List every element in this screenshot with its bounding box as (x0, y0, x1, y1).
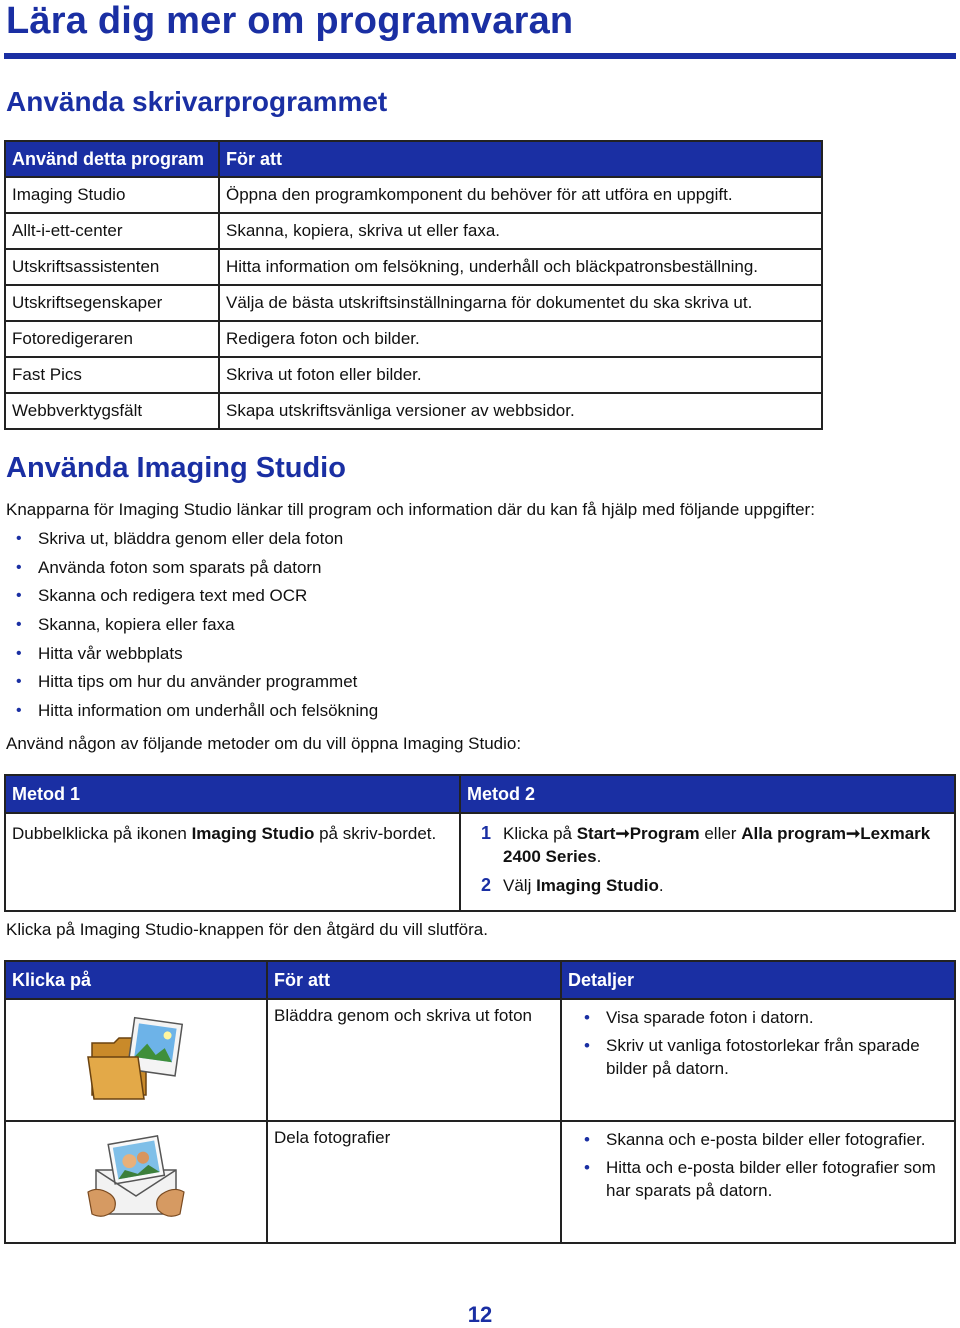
details-list (568, 1006, 948, 1080)
list-item: • Skriva ut, bläddra genom eller dela foton (14, 528, 378, 557)
menu-alla-program: Alla program (741, 824, 847, 843)
imaging-studio-intro: Knapparna för Imaging Studio länkar till program och information där du kan få hjälp med följande uppgifter: (6, 500, 815, 519)
program-purpose: Skanna, kopiera, skriva ut eller faxa. (219, 213, 822, 249)
step-text-end: . (596, 847, 602, 866)
method-1-text (5, 813, 460, 911)
program-name: Webbverktygsfält (5, 393, 219, 429)
table-row (5, 285, 822, 321)
method-2-step-1 (481, 822, 948, 868)
step-text-mid: eller (699, 824, 742, 843)
details-cell (561, 1121, 955, 1243)
arrow-right-icon: ➞ (615, 824, 630, 843)
menu-lexmark: Lexmark 2400 Series (503, 824, 931, 866)
browse-photos-icon[interactable] (86, 1013, 186, 1103)
program-purpose: Redigera foton och bilder. (219, 321, 822, 357)
list-item: • Hitta tips om hur du använder programmet (14, 671, 378, 700)
list-item: • Hitta information om underhåll och felsökning (14, 700, 378, 729)
buttons-table (4, 960, 956, 1244)
menu-program: Program (629, 824, 700, 843)
table-row (5, 357, 822, 393)
program-name: Imaging Studio (5, 177, 219, 213)
method-1-bold: Imaging Studio (191, 824, 315, 843)
table-row (5, 321, 822, 357)
program-purpose: Skapa utskriftsvänliga versioner av webbsidor. (219, 393, 822, 429)
table-row (5, 999, 955, 1121)
menu-start: Start (576, 824, 616, 843)
section-title-printer-software: Använda skrivarprogrammet (6, 86, 388, 117)
list-item: • Visa sparade foton i datorn. (574, 1006, 948, 1029)
program-table (4, 140, 823, 430)
list-item: • Använda foton som sparats på datorn (14, 557, 378, 586)
details-cell (561, 999, 955, 1121)
step-number: 2 (481, 875, 492, 895)
icon-cell (5, 1121, 267, 1243)
icon-cell (5, 999, 267, 1121)
methods-table-header (5, 775, 955, 813)
program-name: Allt-i-ett-center (5, 213, 219, 249)
table-row (5, 213, 822, 249)
table-row (5, 177, 822, 213)
step-text (503, 822, 948, 868)
list-item: • Hitta och e-posta bilder eller fotografier som har sparats på datorn. (574, 1156, 948, 1202)
header-method-1: Metod 1 (5, 775, 460, 813)
program-name: Fast Pics (5, 357, 219, 393)
list-item: • Skanna och e-posta bilder eller fotografier. (574, 1128, 948, 1151)
step-text (503, 874, 664, 897)
share-photos-icon[interactable] (86, 1134, 186, 1226)
methods-intro: Använd någon av följande metoder om du vill öppna Imaging Studio: (6, 734, 522, 753)
step-text-end: . (658, 876, 664, 895)
method-1-pre: Dubbelklicka på ikonen (12, 824, 192, 843)
list-item: • Hitta vår webbplats (14, 643, 378, 672)
task-list (14, 528, 378, 729)
header-click: Klicka på (5, 961, 267, 999)
action-text: Bläddra genom och skriva ut foton (267, 999, 561, 1121)
step-text-pre: Klicka på (503, 824, 577, 843)
click-intro: Klicka på Imaging Studio-knappen för den åtgärd du vill slutföra. (6, 920, 488, 939)
program-purpose: Skriva ut foton eller bilder. (219, 357, 822, 393)
table-row (5, 393, 822, 429)
step-number: 1 (481, 823, 492, 843)
program-table-header (5, 141, 822, 177)
header-purpose: För att (219, 141, 822, 177)
title-rule (4, 53, 956, 59)
method-2-step-2 (481, 874, 948, 897)
table-row (5, 1121, 955, 1243)
details-list (568, 1128, 948, 1202)
table-row (5, 813, 955, 911)
buttons-table-header (5, 961, 955, 999)
program-name: Utskriftsegenskaper (5, 285, 219, 321)
method-2-steps (460, 813, 955, 911)
table-row (5, 249, 822, 285)
method-1-post: på skriv-bordet. (314, 824, 437, 843)
imaging-studio-bold: Imaging Studio (536, 876, 659, 895)
section-title-imaging-studio: Använda Imaging Studio (6, 452, 346, 484)
header-details: Detaljer (561, 961, 955, 999)
page-title: Lära dig mer om programvaran (6, 0, 574, 42)
header-purpose: För att (267, 961, 561, 999)
program-name: Utskriftsassistenten (5, 249, 219, 285)
arrow-right-icon: ➞ (846, 824, 861, 843)
list-item: • Skriv ut vanliga fotostorlekar från sparade bilder på datorn. (574, 1034, 948, 1080)
header-method-2: Metod 2 (460, 775, 955, 813)
page-number: 12 (467, 1302, 493, 1327)
methods-table (4, 774, 956, 912)
step-text-pre: Välj (503, 876, 537, 895)
program-purpose: Hitta information om felsökning, underhåll och bläckpatronsbeställning. (219, 249, 822, 285)
list-item: • Skanna, kopiera eller faxa (14, 614, 378, 643)
header-program: Använd detta program (5, 141, 219, 177)
action-text: Dela fotografier (267, 1121, 561, 1243)
program-purpose: Öppna den programkomponent du behöver för att utföra en uppgift. (219, 177, 822, 213)
program-name: Fotoredigeraren (5, 321, 219, 357)
list-item: • Skanna och redigera text med OCR (14, 585, 378, 614)
program-purpose: Välja de bästa utskriftsinställningarna för dokumentet du ska skriva ut. (219, 285, 822, 321)
